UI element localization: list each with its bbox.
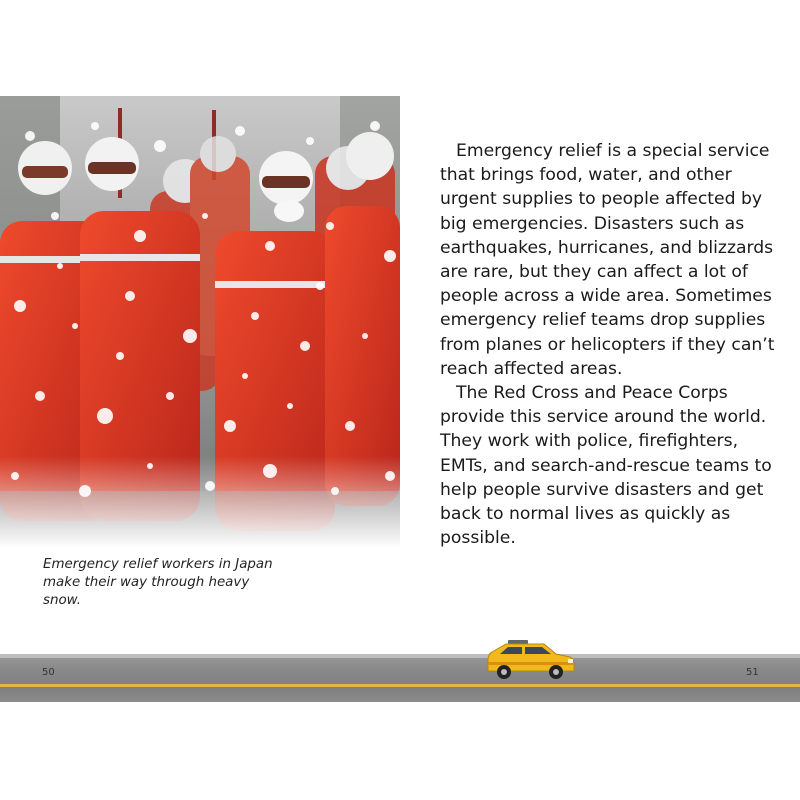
road-footer-band xyxy=(0,654,800,702)
page-number-left: 50 xyxy=(42,667,55,678)
road-edge xyxy=(0,654,800,658)
paragraph-red-cross: The Red Cross and Peace Corps provide this service around the world. They work with police, firefighters, EMTs, and search-and-rescue teams to help people survive disasters and get back to normal lives as quickly as possible. xyxy=(440,383,772,549)
paragraph-emergency-relief: Emergency relief is a special service that brings food, water, and other urgent supplies to people affected by big emergencies. Disasters such as earthquakes, hurricanes, and blizzards are rare, but they can affect a lot of people across a wide area. Sometimes emergency relief teams drop supplies from planes or helicopters if they can’t reach affected areas. xyxy=(440,141,775,379)
road-center-line xyxy=(0,684,800,687)
page-number-right: 51 xyxy=(746,667,759,678)
photo-illustration xyxy=(0,96,400,548)
relief-workers-photo xyxy=(0,96,400,548)
body-text xyxy=(440,139,785,550)
yellow-suv-icon xyxy=(486,638,576,682)
photo-caption: Emergency relief workers in Japan make their way through heavy snow. xyxy=(43,557,273,608)
